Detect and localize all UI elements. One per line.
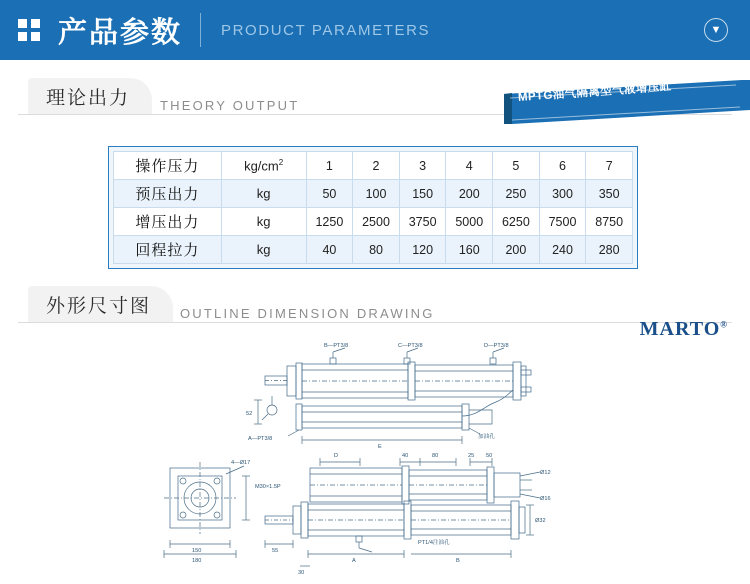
- cell-value: 1: [306, 152, 353, 180]
- drawing-labels-bottom: [192, 460, 546, 576]
- cell-value: 80: [353, 236, 400, 264]
- table-row: [114, 236, 633, 264]
- label-dim-150: 150: [192, 548, 202, 554]
- outline-dimension-drawing: [0, 340, 750, 584]
- cell-value: 4: [446, 152, 493, 180]
- drawing-middle-view: [310, 458, 540, 504]
- label-thread-m30: M30×1.5P: [255, 484, 281, 490]
- row-unit: kg: [221, 236, 306, 264]
- row-unit: kg: [221, 180, 306, 208]
- drawing-labels-middle: [334, 453, 551, 502]
- row-unit: [221, 152, 306, 180]
- cell-value: 5000: [446, 208, 493, 236]
- unit-sup: 2: [278, 157, 284, 167]
- label-port-c: C—PT3/8: [398, 343, 423, 349]
- cell-value: 1250: [306, 208, 353, 236]
- label-dim-50: 50: [486, 453, 493, 459]
- cell-value: 7: [586, 152, 633, 180]
- label-oil-fill: 加油孔: [478, 434, 495, 440]
- ribbon-banner: [504, 80, 750, 124]
- label-dia-12: Ø12: [540, 470, 551, 476]
- row-label: 增压出力: [114, 208, 222, 236]
- unit-text: kg/cm: [244, 158, 279, 174]
- label-dim-40: 40: [402, 453, 409, 459]
- cell-value: 120: [399, 236, 446, 264]
- label-letter-e: E: [378, 444, 382, 450]
- cell-value: 200: [493, 236, 540, 264]
- section-title-cn: 理论出力: [46, 87, 131, 109]
- cell-value: 240: [539, 236, 586, 264]
- cell-value: 6: [539, 152, 586, 180]
- section-outline-drawing: [0, 286, 750, 332]
- table-row: [114, 208, 633, 236]
- cell-value: 280: [586, 236, 633, 264]
- section-tab: [28, 286, 173, 322]
- cell-value: 7500: [539, 208, 586, 236]
- section-title-en: THEORY OUTPUT: [160, 98, 300, 113]
- cell-value: 50: [306, 180, 353, 208]
- cell-value: 40: [306, 236, 353, 264]
- cell-value: 3750: [399, 208, 446, 236]
- label-dim-d: D: [334, 453, 339, 459]
- page-title-en: PRODUCT PARAMETERS: [221, 21, 431, 39]
- cell-value: 200: [446, 180, 493, 208]
- brand-name: MARTO: [639, 318, 721, 340]
- label-dim-55: 55: [272, 548, 279, 554]
- label-dim-30: 30: [298, 570, 305, 576]
- row-label: 预压出力: [114, 180, 222, 208]
- label-port-a: A—PT3/8: [248, 436, 273, 442]
- label-port-b: B—PT3/8: [324, 343, 349, 349]
- label-dim-25: 25: [468, 453, 475, 459]
- label-dia-32: Ø32: [535, 518, 546, 524]
- cell-value: 100: [353, 180, 400, 208]
- header-divider: [200, 13, 201, 47]
- cell-value: 150: [399, 180, 446, 208]
- label-port-d: D—PT3/8: [484, 343, 509, 349]
- label-letter-b: B: [456, 558, 460, 564]
- page-title: 产品参数: [58, 16, 183, 49]
- section-tab: [28, 78, 152, 114]
- cell-value: 2500: [353, 208, 400, 236]
- logo-dots-icon: [0, 0, 58, 60]
- cell-value: 250: [493, 180, 540, 208]
- label-dim-180: 180: [192, 558, 202, 564]
- section-title-cn: 外形尺寸图: [46, 295, 152, 317]
- label-dia-16: Ø16: [540, 496, 551, 502]
- cell-value: 5: [493, 152, 540, 180]
- cell-value: 350: [586, 180, 633, 208]
- row-unit: kg: [221, 208, 306, 236]
- cell-value: 2: [353, 152, 400, 180]
- label-pt14: PT1/4注油孔: [418, 540, 450, 546]
- label-letter-a: A: [352, 558, 356, 564]
- label-hole-4: 4—Ø17: [231, 460, 251, 466]
- cell-value: 3: [399, 152, 446, 180]
- ribbon-text: MPTG油气隔离型气液增压缸: [517, 80, 672, 104]
- cell-value: 300: [539, 180, 586, 208]
- table-row: [114, 180, 633, 208]
- page-header: [0, 0, 750, 60]
- chevron-down-icon[interactable]: ▼: [704, 18, 728, 42]
- cell-value: 160: [446, 236, 493, 264]
- drawing-top-view: [254, 348, 531, 444]
- brand-logo: [640, 318, 728, 341]
- label-dim-52: 52: [246, 411, 253, 417]
- cell-value: 6250: [493, 208, 540, 236]
- brand-mark: ®: [720, 319, 728, 330]
- drawing-bottom-view: [164, 462, 534, 566]
- drawing-labels-top: [246, 343, 509, 450]
- cell-value: 8750: [586, 208, 633, 236]
- table-row: [114, 152, 633, 180]
- row-label: 操作压力: [114, 152, 222, 180]
- row-label: 回程拉力: [114, 236, 222, 264]
- label-dim-80: 80: [432, 453, 439, 459]
- section-heading: [0, 286, 750, 332]
- section-underline: [18, 322, 732, 323]
- theory-output-table: [108, 146, 638, 269]
- section-title-en: OUTLINE DIMENSION DRAWING: [180, 306, 435, 321]
